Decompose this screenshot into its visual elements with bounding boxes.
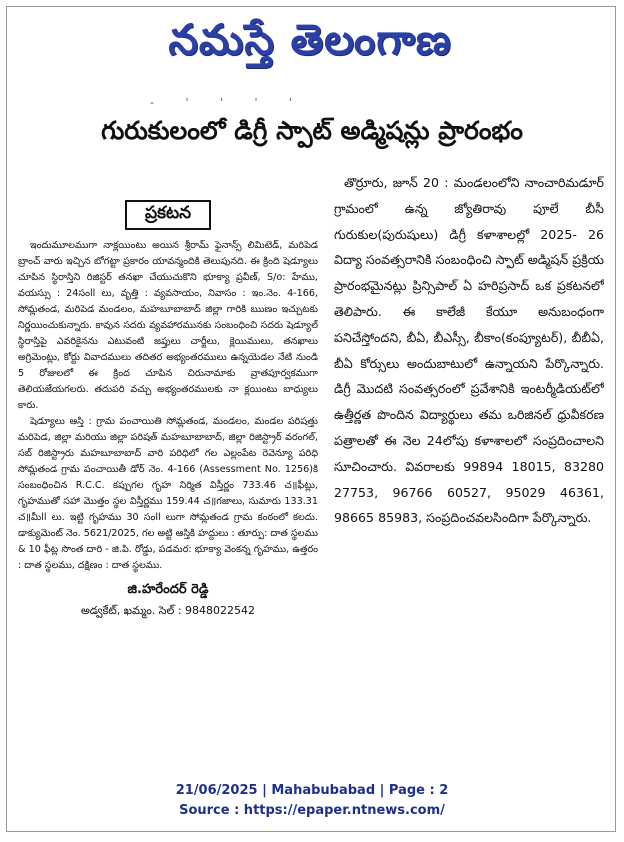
newspaper-masthead: నమస్తే తెలంగాణ [168,15,452,64]
article-headline: గురుకులంలో డిగ్రీ స్పాట్ అడ్మిషన్లు ప్రారంభం [101,116,523,145]
notice-ad [18,200,318,730]
footer-date-edition: 21/06/2025 | Mahabubabad | Page : 2 [175,783,449,798]
notice-signature: జి.హరేందర్ రెడ్డి [127,582,209,597]
stray-marks: - ' ' ' ' [150,96,307,109]
notice-body: ఇందుమూలముగా నాక్లయింటు అయిన శ్రీరామ్ ఫైనాన్స్ లిమిటెడ్, మరిపెడ బ్రాంచ్ వారు ఇచ్చిన బోగట్టా ప్రకారం యావన్మందికి తెలుపునది. ఈ క్రింది షెడ్యూలు చూపిన స్థిరాస్తిని రిజిస్టర్ తనఖా చేయుచుకొని భూక్యా ప్రవీణ్, S/o: హేము, వయస్సు : 24సంll లు, వృత్తి : వ్యవసాయం, నివాసం : ఇం.నెం. 4-166, సోమ్లతండ, మరిపెడ మండలం, మహబూబాబాద్ జిల్లా గారికి ఋణం ఇచ్చుటకు నిర్ణయించుకున్నారు. కావున సదరు వ్యవహారమునకు సంబంధించి సదరు షెడ్యూల్ స్థిరాస్తిపై ఎవరికైనను ఎటువంటి జప్తులు చార్జీలు, క్లెయిములు, తనఖాలు అగ్రిమెంట్లు, కోర్టు వివాదములు తదితర అభ్యంతరములు ఉన్నయెడల నేటి నుండి 5 రోజులలో ఈ క్రింద చూపిన చిరునామాకు వ్రాతపూర్వకముగా తెలియజేయగలరు. తదుపరి వచ్చు అభ్యంతరములకు నా క్లయింటు బాధ్యులు కారు. [18,240,318,411]
notice-schedule: షెడ్యూలు ఆస్తి : గ్రామ పంచాయితి సోమ్లతండ, మండలం, మండల పరిషత్తు మరిపెడ, జిల్లా మరియు జిల్లా పరిషత్ మహబూబాబాద్, జిల్లా రిజిస్ట్రార్ వరంగల్, సబ్ రిజిస్ట్రారు మహబూబాబాద్ వారి పరిధిలో గల ఎల్లంపేట రెవెన్యూ పరిధి సోమ్లతండ గ్రామ పంచాయితీ డోర్ నెం. 4-166 (Assessment No. 1256)కి సంబంధించిన R.C.C. కప్పుగల గృహ నిర్మిత విస్తీర్ణం 733.46 చ॥ఫీట్లు, గృహముతో సహా మొత్తం స్థల విస్తీర్ణము 159.44 చ॥గజాలు, సుమారు 133.31 చ॥మీll లు. ఇట్టి గృహము 30 సంll లుగా సోమ్లతండ గ్రామ కంఠంలో కలదు. డాక్యుమెంట్ నెం. 5621/2025, గల అట్టి ఆస్తికి హద్దులు : తూర్పు: దాత స్థలము & 10 ఫీట్ల సొంత దారి - జి.పి. రోడ్డు, పడమర: భూక్యా వెంకన్న గృహము, ఉత్తరం : దాత స్థలము, దక్షిణం : దాత స్థలము. [18,416,318,571]
notice-title: ప్రకటన [125,200,211,230]
notice-title-wrap [18,200,318,230]
notice-contact: అడ్వకేట్, ఖమ్మం. సెల్ : 9848022542 [80,604,256,617]
article-body-block [334,170,604,745]
notice-body-block [18,238,318,574]
article-body: తొర్రూరు, జూన్ 20 : మండలంలోని నాంచారిమడూర్ గ్రామంలో ఉన్న జ్యోతిరావు పూలే బీసీ గురుకుల(పురుషులు) డిగ్రీ కళాశాలల్లో 2025- 26 విద్యా సంవత్సరానికి సంబంధించి స్పాట్ అడ్మిషన్ ప్రక్రియ ప్రారంభమైనట్లు ప్రిన్సిపాల్ ఏ హరిప్రసాద్ ఒక ప్రకటనలో తెలిపారు. ఈ కాలేజీ కేయూ అనుబంధంగా పనిచేస్తోందని, బీఏ, బీఎస్సీ, బీకాం(కంప్యూటర్), బీబీఏ, బీఏ కోర్సులు అందుబాటులో ఉన్నాయని పేర్కొన్నారు. డిగ్రీ మొదటి సంవత్సరంలో ప్రవేశానికి ఇంటర్మీడియట్‌లో ఉత్తీర్ణత పొందిన విద్యార్థులు తమ ఒరిజినల్ ధ్రువీకరణ పత్రాలతో ఈ నెల 24లోపు కళాశాలలో సంప్రదించాలని సూచించారు. వివరాలకు 99894 18015, 83280 27753, 96766 60527, 95029 46361, 98665 85983, సంప్రదించవలసిందిగా పేర్కొన్నారు. [334,175,604,526]
footer-source: Source : https://epaper.ntnews.com/ [179,803,445,818]
